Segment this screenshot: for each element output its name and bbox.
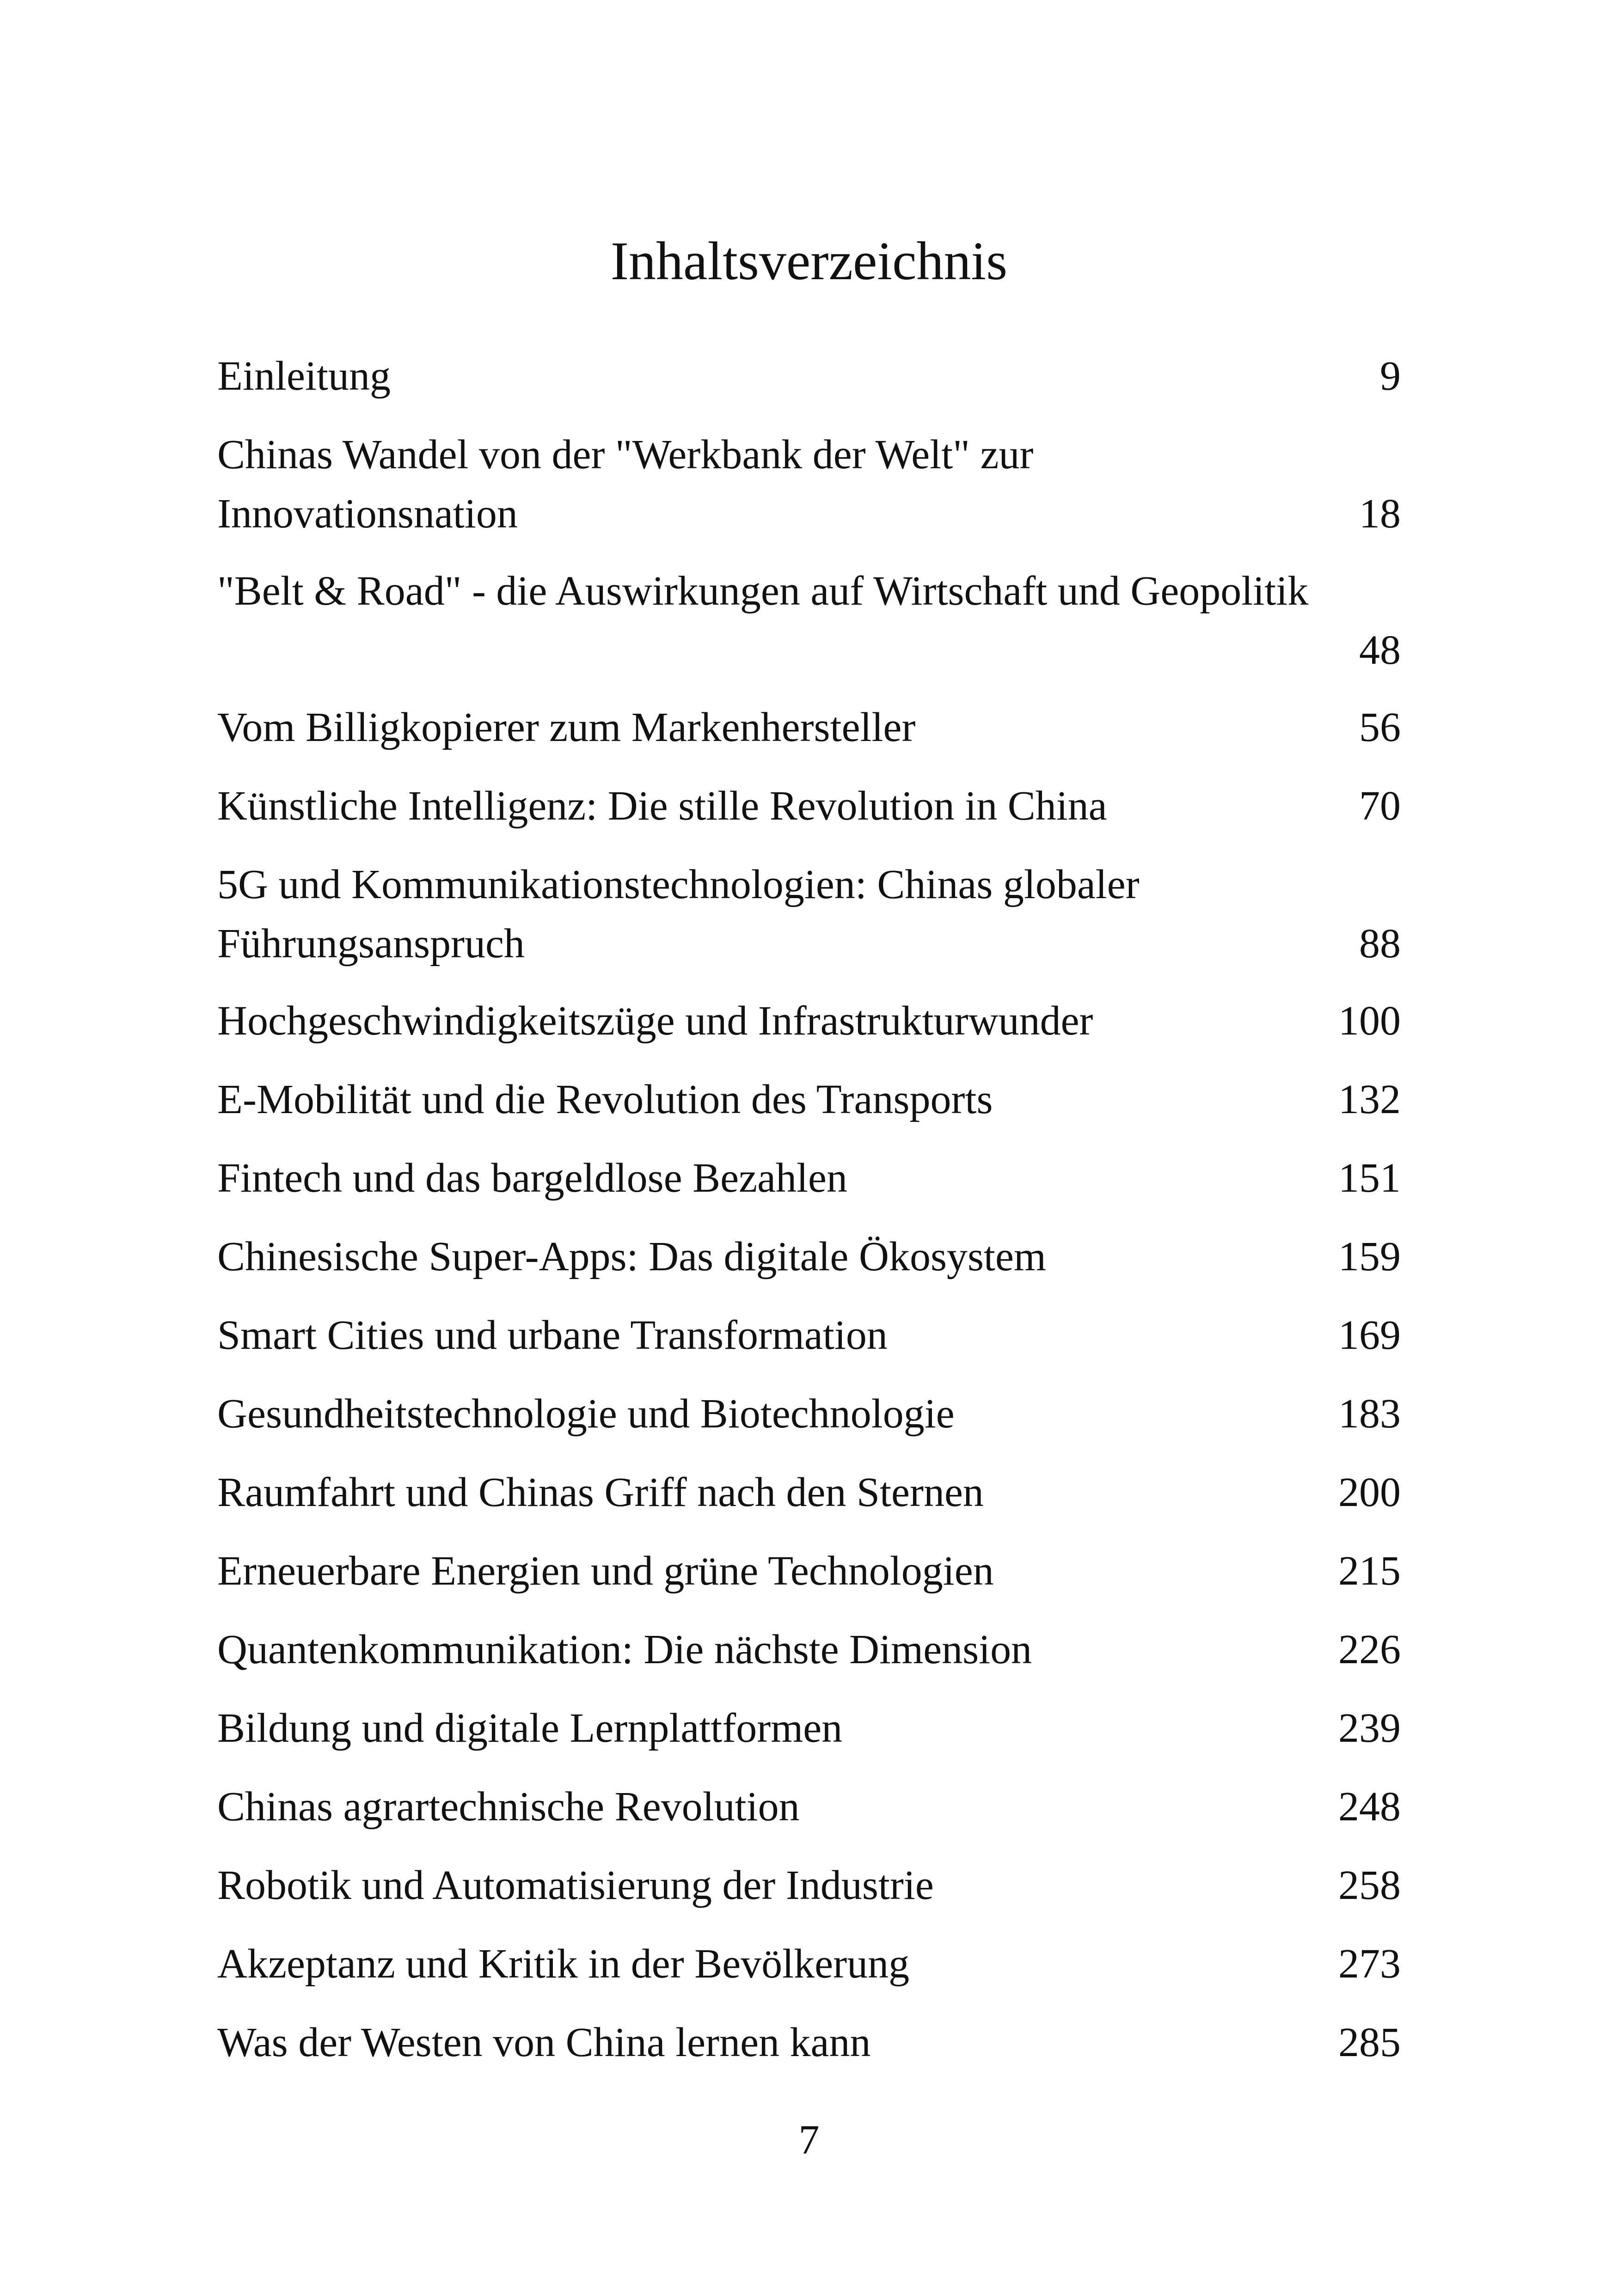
toc-entry-page-number: 132	[1338, 1077, 1401, 1122]
toc-entry	[217, 2013, 1401, 2072]
toc-entry-title: Akzeptanz und Kritik in der Bevölkerung	[217, 1941, 910, 1987]
toc-entry	[217, 1542, 1401, 1601]
toc-entry-page-number: 48	[1359, 627, 1401, 673]
toc-entry	[217, 777, 1401, 836]
toc-entry	[217, 1227, 1401, 1286]
toc-entry-title: Künstliche Intelligenz: Die stille Revolution in China	[217, 783, 1107, 829]
toc-entry-title: Was der Westen von China lernen kann	[217, 2020, 871, 2065]
toc-entry-title: Raumfahrt und Chinas Griff nach den Sternen	[217, 1469, 984, 1515]
toc-entry-title: "Belt & Road" - die Auswirkungen auf Wirtschaft und Geopolitik	[217, 568, 1309, 614]
toc-entry-page-number: 18	[1359, 491, 1401, 537]
toc-entry-page-number: 226	[1338, 1627, 1401, 1672]
toc-entry-page-number: 248	[1338, 1784, 1401, 1830]
toc-entry	[217, 1070, 1401, 1129]
page-number: 7	[798, 2117, 820, 2163]
toc-entry-title: Chinas Wandel von der "Werkbank der Welt" zur	[217, 432, 1034, 478]
toc-entry	[217, 992, 1401, 1051]
toc-entry-title: Erneuerbare Energien und grüne Technologien	[217, 1548, 994, 1594]
toc-entry-title: E-Mobilität und die Revolution des Transports	[217, 1077, 993, 1122]
toc-entry-title: Innovationsnation	[217, 491, 518, 537]
toc-entry-title: Robotik und Automatisierung der Industrie	[217, 1862, 934, 1908]
toc-entry-title: Fintech und das bargeldlose Bezahlen	[217, 1155, 847, 1201]
toc-entry	[217, 562, 1401, 680]
toc-entry-title: Führungsanspruch	[217, 921, 525, 967]
toc-entry-page-number: 100	[1338, 998, 1401, 1044]
toc-entry	[217, 1620, 1401, 1679]
toc-entry	[217, 855, 1401, 974]
toc-entry-title: Quantenkommunikation: Die nächste Dimension	[217, 1627, 1032, 1672]
toc-entry-page-number: 285	[1338, 2020, 1401, 2065]
toc-entry	[217, 1384, 1401, 1444]
toc-entry-title: 5G und Kommunikationstechnologien: Chinas globaler	[217, 862, 1140, 907]
toc-entry-page-number: 215	[1338, 1548, 1401, 1594]
toc-entry-page-number: 169	[1338, 1312, 1401, 1358]
toc-entry	[217, 1149, 1401, 1208]
toc-entry-title: Gesundheitstechnologie und Biotechnologie	[217, 1391, 955, 1437]
toc-entry	[217, 698, 1401, 757]
toc-entry-page-number: 88	[1359, 921, 1401, 967]
toc-entry-page-number: 239	[1338, 1705, 1401, 1751]
toc-entry	[217, 1777, 1401, 1837]
toc-entry-page-number: 9	[1380, 353, 1401, 399]
toc-entry-page-number: 159	[1338, 1234, 1401, 1280]
toc-entry-page-number: 183	[1338, 1391, 1401, 1437]
toc-entry-page-number: 151	[1338, 1155, 1401, 1201]
toc-entry	[217, 1699, 1401, 1758]
toc-entry	[217, 1935, 1401, 1994]
toc-entry	[217, 425, 1401, 544]
toc-entry-title: Chinas agrartechnische Revolution	[217, 1784, 800, 1830]
toc-entry	[217, 347, 1401, 406]
toc-entry-page-number: 258	[1338, 1862, 1401, 1908]
toc-entry-page-number: 200	[1338, 1469, 1401, 1515]
toc-entry-title: Chinesische Super-Apps: Das digitale Ökosystem	[217, 1234, 1046, 1280]
toc-entry-page-number: 56	[1359, 704, 1401, 750]
toc-entry	[217, 1856, 1401, 1915]
page-title: Inhaltsverzeichnis	[610, 231, 1008, 291]
toc-entry	[217, 1463, 1401, 1522]
toc-entry-title: Einleitung	[217, 353, 391, 399]
toc-entry-title: Vom Billigkopierer zum Markenhersteller	[217, 704, 916, 750]
toc-entry-page-number: 70	[1359, 783, 1401, 829]
toc-entry-title: Bildung und digitale Lernplattformen	[217, 1705, 843, 1751]
toc-entry	[217, 1306, 1401, 1365]
toc-entry-page-number: 273	[1338, 1941, 1401, 1987]
toc-entry-title: Smart Cities und urbane Transformation	[217, 1312, 888, 1358]
toc-entry-title: Hochgeschwindigkeitszüge und Infrastrukturwunder	[217, 998, 1093, 1044]
